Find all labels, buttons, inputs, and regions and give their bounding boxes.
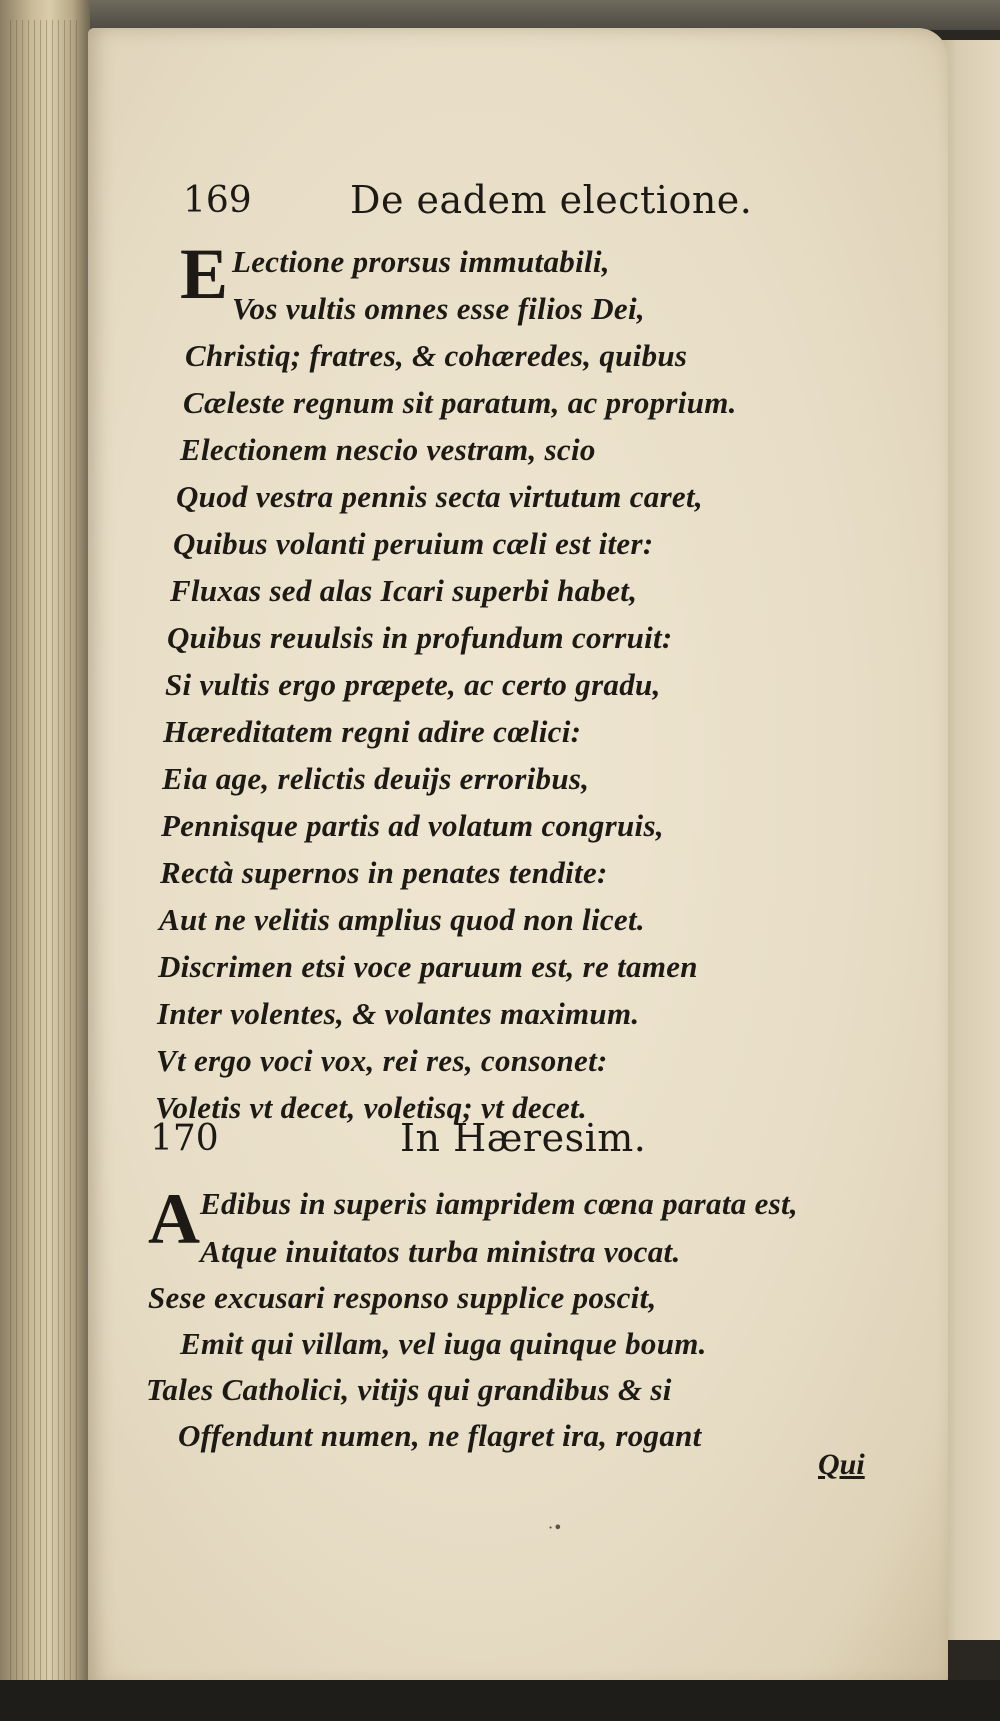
verse-line: Vt ergo voci vox, rei res, consonet: [156,1043,608,1078]
verse-line: Quibus reuulsis in profundum corruit: [167,620,673,655]
page-block-edge [0,0,90,1721]
verse-line: Electionem nescio vestram, scio [180,432,596,467]
drop-cap: E [180,234,229,314]
background-shadow [0,1680,1000,1721]
ink-mark: ·• [548,1518,563,1537]
verse-line: Tales Catholici, vitijs qui grandibus & si [146,1372,672,1407]
verse-line: Sese excusari responso supplice poscit, [148,1280,657,1315]
verse-line: Inter volentes, & volantes maximum. [157,996,640,1031]
poem-title: De eadem electione. [350,178,753,222]
verse-line: Aut ne velitis amplius quod non licet. [159,902,645,937]
page-number: 170 [150,1118,219,1159]
verse-line: Vos vultis omnes esse filios Dei, [232,291,645,326]
verse-line: Quod vestra pennis secta virtutum caret, [176,479,703,514]
verse-line: Hæreditatem regni adire cœlici: [163,714,582,749]
verse-line: Atque inuitatos turba ministra vocat. [200,1234,681,1269]
verse-line: Eia age, relictis deuijs erroribus, [162,761,590,796]
catchword: Qui [818,1448,865,1481]
verse-line: Si vultis ergo præpete, ac certo gradu, [165,667,661,702]
verse-line: Voletis vt decet, voletisq; vt decet. [155,1090,588,1125]
page-number: 169 [183,180,252,221]
verse-line: Emit qui villam, vel iuga quinque boum. [180,1326,707,1361]
verse-line: Cæleste regnum sit paratum, ac proprium. [183,385,737,420]
verse-line: Discrimen etsi voce paruum est, re tamen [158,949,698,984]
verse-line: Offendunt numen, ne flagret ira, rogant [178,1418,702,1453]
verse-line: Christiq; fratres, & cohæredes, quibus [185,338,688,373]
verse-line: Pennisque partis ad volatum congruis, [161,808,664,843]
drop-cap: A [148,1179,200,1259]
verse-line: Rectà supernos in penates tendite: [160,855,608,890]
verse-line: Fluxas sed alas Icari superbi habet, [170,573,638,608]
verse-line: Quibus volanti peruium cæli est iter: [173,526,654,561]
verse-line: Lectione prorsus immutabili, [232,244,610,279]
book-cover-top [0,0,1000,30]
poem-title: In Hæresim. [400,1116,647,1160]
verse-line: Edibus in superis iampridem cœna parata est, [200,1186,798,1221]
